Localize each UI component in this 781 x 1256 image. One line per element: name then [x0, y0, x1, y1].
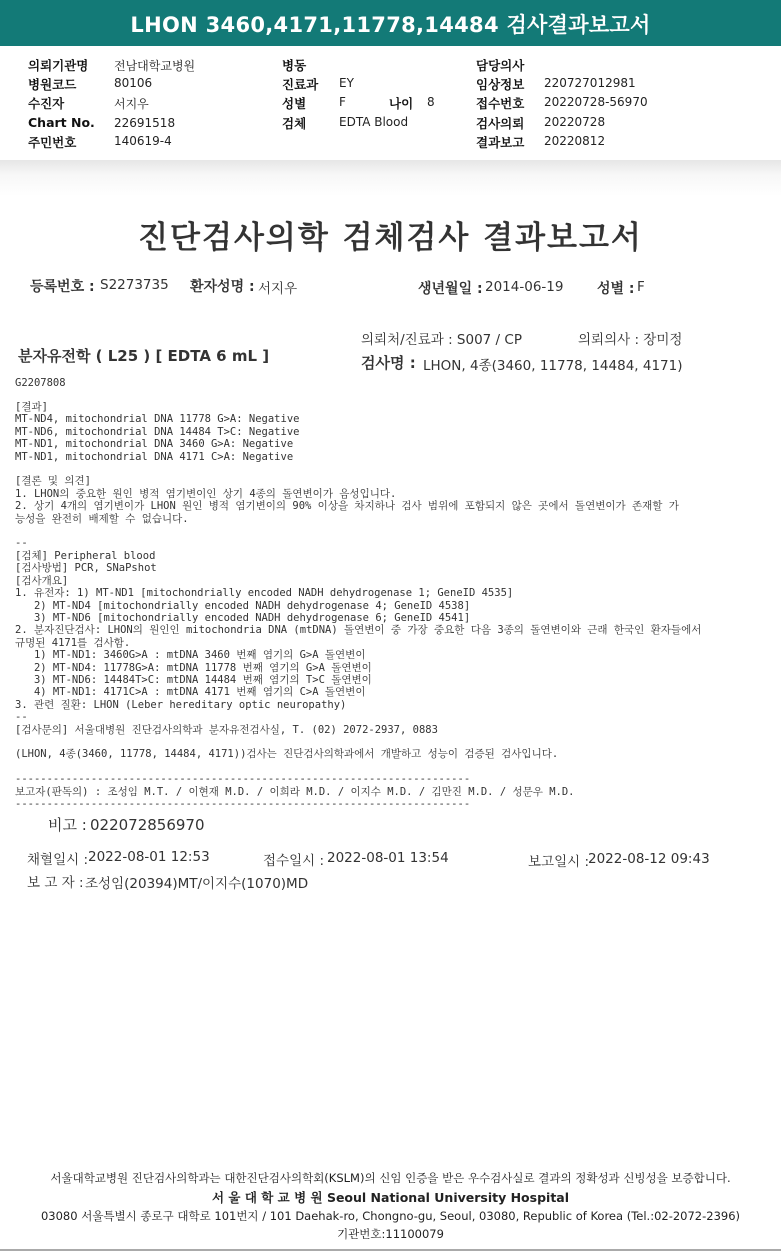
body-line: 2. 분자진단검사: LHON의 원인인 mitochondria DNA (mtDNA) 돌연변이 중 가장 중요한 다음 3종의 돌연변이와 근래 한국인 환자들에서: [15, 624, 702, 637]
sex-value: F: [339, 95, 346, 109]
body-line: --: [15, 711, 28, 724]
body-line: --: [15, 537, 28, 550]
clinical-info-label: 임상정보: [476, 77, 525, 92]
body-line: [검사개요]: [15, 574, 69, 587]
requester-department: 의뢰처/진료과 : S007 / CP: [361, 332, 522, 348]
body-line: [15, 736, 765, 748]
body-line: 1. 유전자: 1) MT-ND1 [mitochondrially encoded NADH dehydrogenase 1; GeneID 4535]: [15, 587, 514, 600]
body-line: 2. 상기 4개의 염기변이가 LHON 원인 병적 염기변이의 90% 이상을 차지하나 검사 범위에 포함되지 않은 곳에서 돌연변이가 존재할 가: [15, 500, 679, 513]
certification-text: 서울대학교병원 진단검사의학과는 대한진단검사의학회(KSLM)의 신임 인증을 받은 우수검사실로 결과의 정확성과 신빙성을 보증합니다.: [50, 1171, 731, 1185]
birth-date-value: 2014-06-19: [485, 279, 564, 295]
body-line: 3) MT-ND6 [mitochondrially encoded NADH dehydrogenase 6; GeneID 4541]: [15, 611, 471, 624]
reporter-label: 보 고 자 :: [27, 875, 84, 891]
body-line: 3. 관련 질환: LHON (Leber hereditary optic neuropathy): [15, 698, 347, 711]
report-time-label: 보고일시 :: [528, 854, 590, 870]
body-line: ------------------------------------------------------------------------: [15, 798, 471, 810]
document-title: LHON 3460,4171,11778,14484 검사결과보고서: [130, 13, 651, 37]
hospital-code-value: 80106: [114, 76, 153, 90]
remark-label: 비고 :: [48, 816, 87, 834]
patient-value: 서지우: [114, 97, 149, 111]
body-line: 1) MT-ND1: 3460G>A : mtDNA 3460 번째 염기의 G>A 돌연변이: [15, 649, 366, 662]
specimen-code: G2207808: [15, 377, 66, 389]
body-line: 4) MT-ND1: 4171C>A : mtDNA 4171 번째 염기의 C>A 돌연변이: [15, 686, 366, 699]
specimen-label: 검체: [282, 116, 307, 131]
attending-doctor-label: 담당의사: [476, 58, 525, 73]
department-value: EY: [339, 76, 354, 90]
specimen-value: EDTA Blood: [339, 115, 409, 129]
body-line: 2) MT-ND4: 11778G>A: mtDNA 11778 번째 염기의 G>A 돌연변이: [15, 661, 372, 674]
age-label: 나이: [389, 96, 414, 111]
report-sex-value: F: [637, 279, 645, 295]
registration-value: S2273735: [100, 277, 169, 293]
bottom-rule: [0, 1249, 781, 1251]
body-line: [결과]: [15, 401, 48, 413]
body-line: 2) MT-ND4 [mitochondrially encoded NADH dehydrogenase 4; GeneID 4538]: [15, 599, 471, 612]
receipt-time-label: 접수일시 :: [263, 853, 325, 869]
body-line: [15, 761, 765, 773]
reporter-value: 조성임(20394)MT/이지수(1070)MD: [85, 876, 309, 892]
report-body-text: [15, 401, 765, 810]
body-line: 보고자(판독의) : 조성임 M.T. / 이현재 M.D. / 이희라 M.D. / 이지수 M.D. / 김만진 M.D. / 성문우 M.D.: [15, 785, 575, 798]
body-line: 1. LHON의 중요한 원인 병적 염기변이인 상기 4종의 돌연변이가 음성입니다.: [15, 487, 397, 500]
chart-no-value: 22691518: [114, 116, 176, 130]
body-line: [15, 525, 765, 537]
result-report-date-value: 20220812: [544, 134, 606, 148]
report-sex-label: 성별 :: [597, 281, 635, 297]
patient-name-label: 환자성명 :: [190, 279, 255, 295]
resident-number-label: 주민번호: [28, 135, 77, 150]
hospital-name-label: 의뢰기관명: [28, 58, 89, 73]
body-line: [검사문의] 서울대병원 진단검사의학과 분자유전검사실, T. (02) 2072-2937, 0883: [15, 723, 438, 736]
body-line: 3) MT-ND6: 14484T>C: mtDNA 14484 번째 염기의 T>C 돌연변이: [15, 673, 372, 686]
body-line: ------------------------------------------------------------------------: [15, 773, 471, 786]
test-request-date-value: 20220728: [544, 115, 606, 129]
registration-label: 등록번호 :: [30, 279, 95, 295]
result-report-date-label: 결과보고: [476, 135, 525, 150]
department-label: 진료과: [282, 77, 319, 92]
receipt-number-value: 20220728-56970: [544, 95, 648, 109]
body-line: [결론 및 의견]: [15, 475, 92, 488]
test-request-date-label: 검사의뢰: [476, 116, 525, 131]
hospital-name: 서 울 대 학 교 병 원 Seoul National University Hospital: [211, 1190, 570, 1205]
title-bar: [0, 0, 781, 46]
section-title: 분자유전학 ( L25 ) [ EDTA 6 mL ]: [18, 347, 270, 365]
birth-date-label: 생년월일 :: [418, 281, 483, 297]
body-line: MT-ND4, mitochondrial DNA 11778 G>A: Negative: [15, 413, 300, 426]
collection-time-value: 2022-08-01 12:53: [88, 849, 210, 865]
receipt-number-label: 접수번호: [476, 96, 525, 111]
hospital-code-label: 병원코드: [28, 77, 77, 92]
body-line: 규명된 4171를 검사함.: [15, 636, 131, 649]
receipt-time-value: 2022-08-01 13:54: [327, 850, 449, 866]
test-name-label: 검사명 :: [361, 354, 416, 372]
body-line: MT-ND1, mitochondrial DNA 3460 G>A: Negative: [15, 438, 294, 451]
body-line: 능성을 완전히 배제할 수 없습니다.: [15, 512, 189, 525]
age-value: 8: [427, 95, 435, 109]
body-line: (LHON, 4종(3460, 11778, 14484, 4171))검사는 진단검사의학과에서 개발하고 성능이 검증된 검사입니다.: [15, 748, 559, 761]
remark-value: 022072856970: [90, 816, 205, 834]
clinical-info-value: 220727012981: [544, 76, 636, 90]
institution-number: 기관번호:11100079: [337, 1227, 444, 1241]
chart-no-label: Chart No.: [28, 115, 95, 130]
hospital-address: 03080 서울특별시 종로구 대학로 101번지 / 101 Daehak-ro, Chongno-gu, Seoul, 03080, Republic of Korea (Tel.:02-2072-2396): [40, 1209, 741, 1223]
requesting-doctor: 의뢰의사 : 장미정: [578, 332, 683, 348]
body-line: [검사방법] PCR, SNaPshot: [15, 562, 157, 575]
body-line: MT-ND1, mitochondrial DNA 4171 C>A: Negative: [15, 450, 294, 463]
section-divider: [0, 160, 781, 196]
patient-name-value: 서지우: [258, 281, 298, 297]
report-title: 진단검사의학 검체검사 결과보고서: [138, 220, 643, 256]
resident-number-value: 140619-4: [114, 134, 172, 148]
report-time-value: 2022-08-12 09:43: [588, 851, 710, 867]
collection-time-label: 채혈일시 :: [27, 852, 89, 868]
body-line: [15, 463, 765, 475]
body-line: MT-ND6, mitochondrial DNA 14484 T>C: Negative: [15, 425, 300, 438]
hospital-name-value: 전남대학교병원: [114, 59, 196, 73]
body-line: [검체] Peripheral blood: [15, 549, 156, 562]
sex-label: 성별: [282, 96, 307, 111]
test-name-value: LHON, 4종(3460, 11778, 14484, 4171): [423, 358, 683, 374]
patient-label: 수진자: [28, 96, 65, 111]
ward-label: 병동: [282, 58, 307, 73]
